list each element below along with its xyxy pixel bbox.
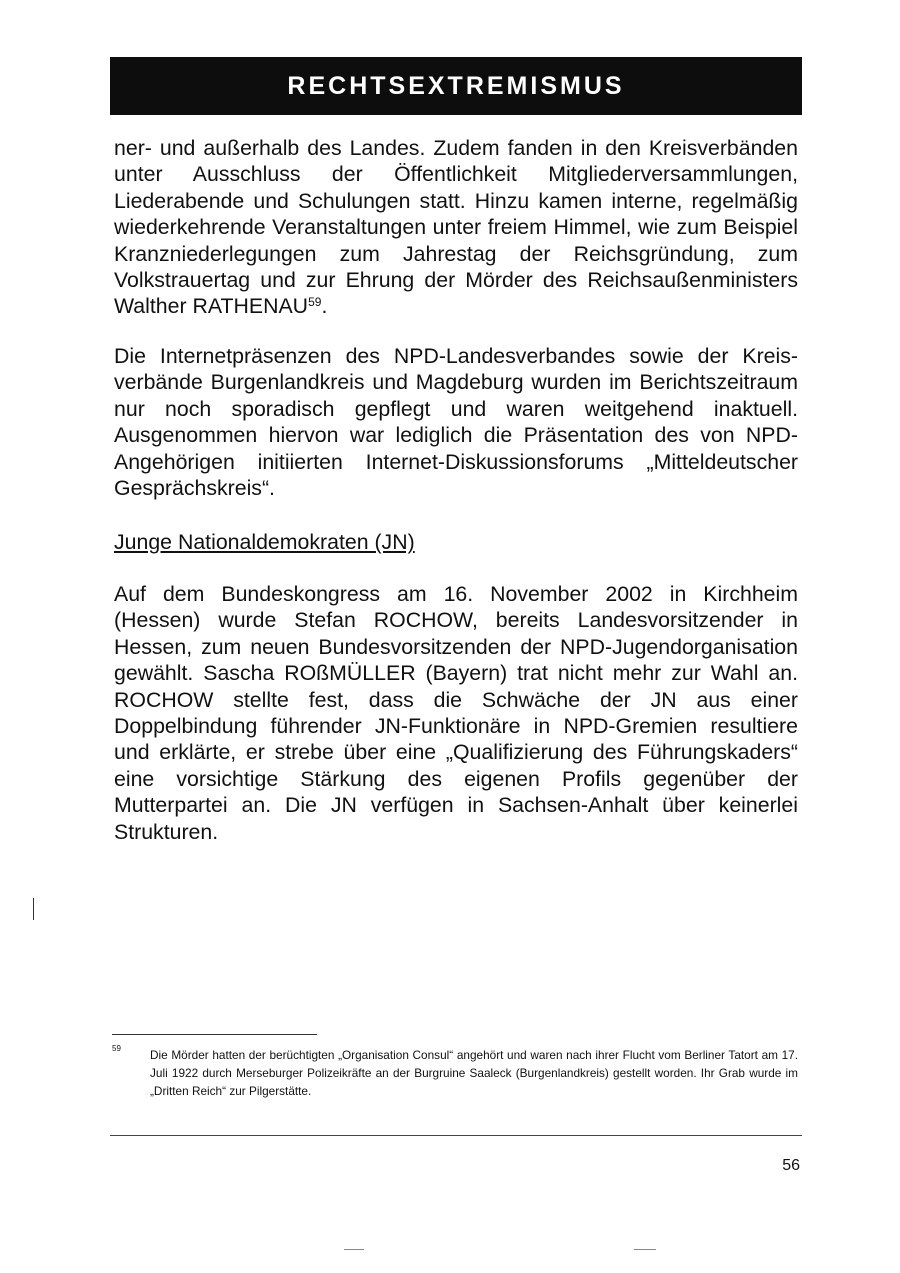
section-header-bar [110,57,802,115]
page-number: 56 [782,1157,800,1174]
paragraph-npd-events [114,135,798,320]
scan-artifact-dash [634,1249,656,1250]
page-bottom-divider [110,1135,802,1136]
paragraph-npd-events-text: ner- und außerhalb des Landes. Zudem fanden in den Kreisverbänden unter Ausschluss der Öffentlichkeit Mitgliederversammlungen, Liederabende und Schulungen statt. Hinzu kamen interne, regelmäßig wiederkehrende Veranstaltungen unter freiem Himmel, wie zum Beispiel Kranzniederlegungen zum Jahrestag der Reichsgründung, zum Volkstrauertag und zur Ehrung der Mörder des Reichsaußenministers Walther RATHENAU [114,136,798,319]
footnote-number: 59 [112,1044,121,1053]
footnote-reference: 59 [308,295,322,310]
footnote-divider [112,1034,317,1035]
paragraph-end-punctuation: . [321,294,328,319]
scan-artifact-dash [344,1249,364,1250]
paragraph-internet-presence: Die Internetpräsenzen des NPD-Landesverbandes sowie der Kreisverbände Burgenlandkreis und Magdeburg wurden im Berichtszeitraum nur noch sporadisch gepflegt und waren weitgehend inaktuell. Ausgenommen hiervon war lediglich die Präsentation des von NPD-Angehörigen initiierten Internet-Diskussionsforums „Mitteldeutscher Gesprächskreis“. [114,344,798,501]
paragraph-jn-congress: Auf dem Bundeskongress am 16. November 2002 in Kirchheim (Hessen) wurde Stefan ROCHOW, bereits Landesvorsitzender in Hessen, zum neuen Bundesvorsitzenden der NPD-Jugendorganisation gewählt. Sascha ROßMÜLLER (Bayern) trat nicht mehr zur Wahl an. ROCHOW stellte fest, dass die Schwäche der JN aus einer Doppelbindung führender JN-Funktionäre in NPD-Gremien resultiere und erklärte, er strebe über eine „Qualifizierung des Führungskaders“ eine vorsichtige Stärkung des eigenen Profils gegenüber der Mutterpartei an. Die JN verfügen in Sachsen-Anhalt über keinerlei Strukturen. [114,582,798,844]
margin-mark [33,898,34,920]
footnote-text: Die Mörder hatten der berüchtigten „Organisation Consul“ angehört und waren nach ihrer Flucht vom Berliner Tatort am 17. Juli 1922 durch Merseburger Polizeikräfte an der Burgruine Saaleck (Burgenlandkreis) gestellt worden. Ihr Grab wurde im „Dritten Reich“ zur Pilgerstätte. [150,1048,798,1098]
section-title: RECHTSEXTREMISMUS [287,71,625,100]
subsection-heading: Junge Nationaldemokraten (JN) [114,530,415,554]
